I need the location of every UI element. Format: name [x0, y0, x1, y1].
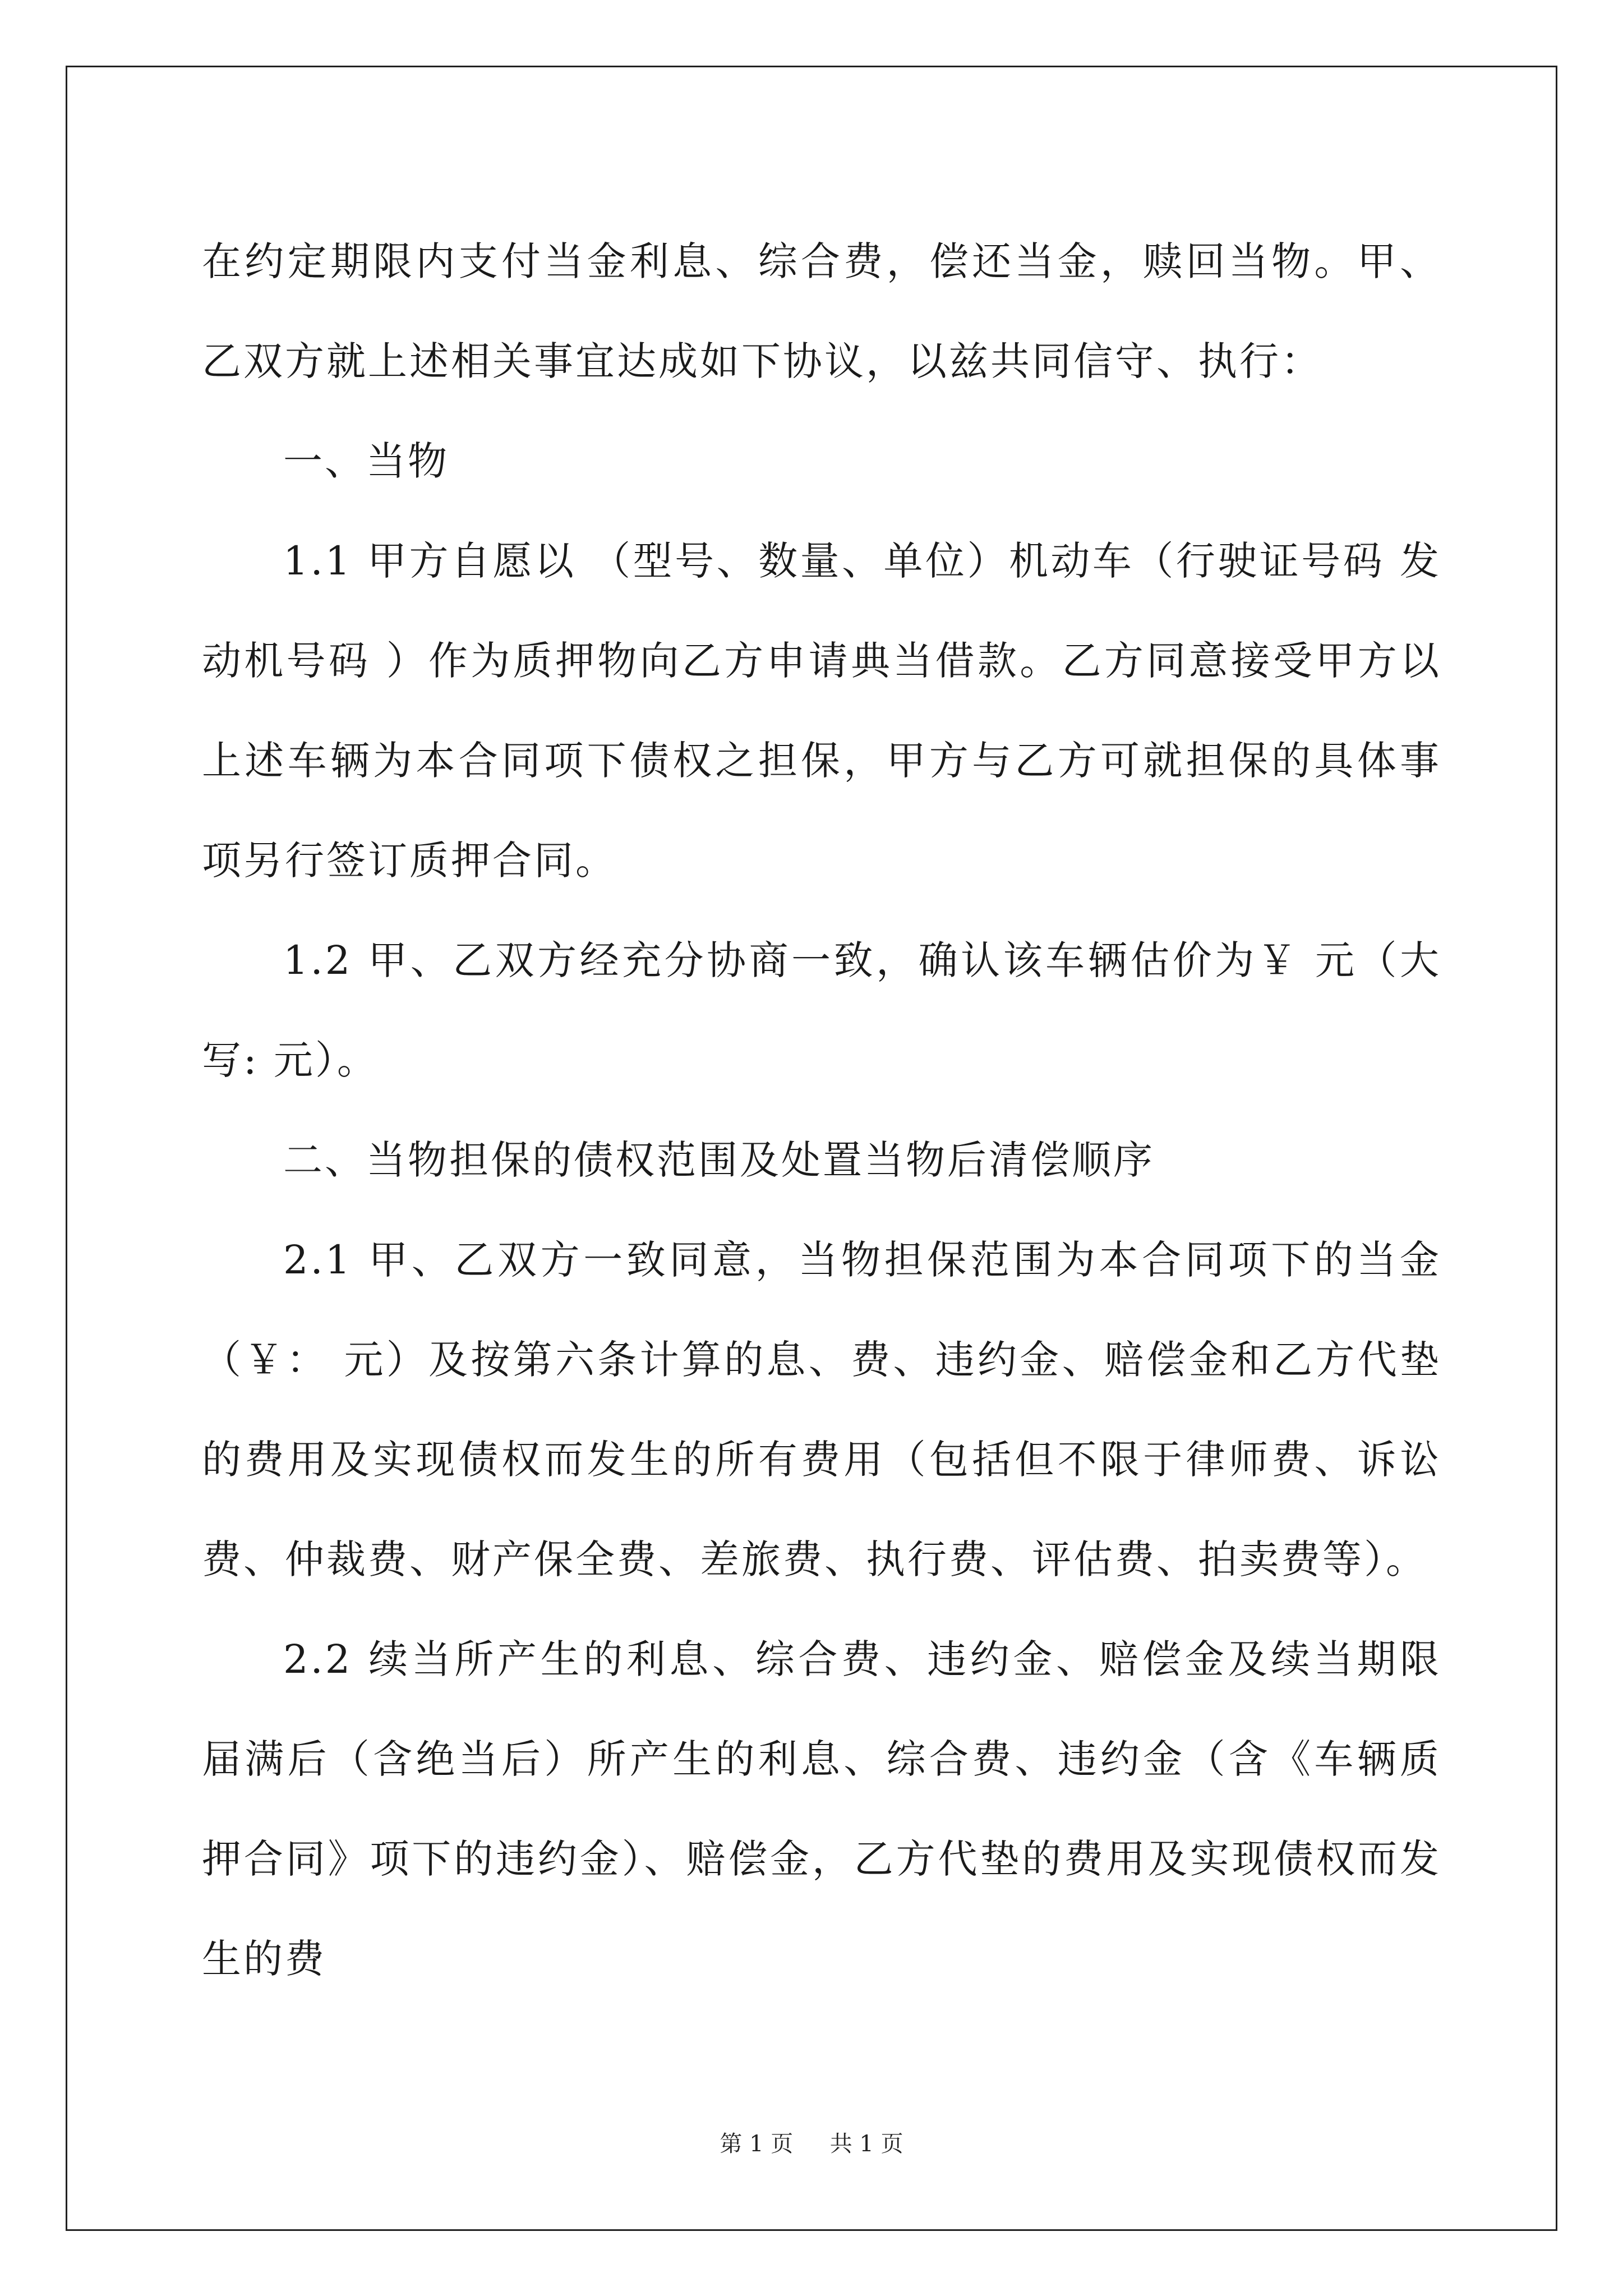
clause-1-1: 1.1 甲方自愿以 （型号、数量、单位）机动车（行驶证号码 发动机号码 ）作为质押物向乙方申请典当借款。乙方同意接受甲方以上述车辆为本合同项下债权之担保，甲方与乙方可就担保的具体事项另行签订质押合同。 [202, 538, 1441, 884]
clause-2-2: 2.2 续当所产生的利息、综合费、违约金、赔偿金及续当期限届满后（含绝当后）所产生的利息、综合费、违约金（含《车辆质押合同》项下的违约金）、赔偿金，乙方代垫的费用及实现债权而发生的费 [202, 1636, 1441, 1982]
total-pages: 共 1 页 [829, 2131, 903, 2157]
section-2-heading: 二、当物担保的债权范围及处置当物后清偿顺序 [283, 1137, 1155, 1183]
page-number: 第 1 页 [720, 2131, 794, 2157]
clause-1-2: 1.2 甲、乙双方经充分协商一致，确认该车辆估价为￥ 元（大写: 元）。 [202, 937, 1441, 1083]
intro-paragraph: 在约定期限内支付当金利息、综合费，偿还当金，赎回当物。甲、乙双方就上述相关事宜达成如下协议，以兹共同信守、执行： [202, 238, 1441, 384]
document-body [202, 211, 1441, 2009]
page-footer [0, 2126, 1623, 2158]
clause-2-1: 2.1 甲、乙双方一致同意，当物担保范围为本合同项下的当金（￥： 元）及按第六条计算的息、费、违约金、赔偿金和乙方代垫的费用及实现债权而发生的所有费用（包括但不限于律师费、诉讼费、仲裁费、财产保全费、差旅费、执行费、评估费、拍卖费等）。 [202, 1237, 1441, 1582]
section-1-heading: 一、当物 [283, 438, 449, 484]
